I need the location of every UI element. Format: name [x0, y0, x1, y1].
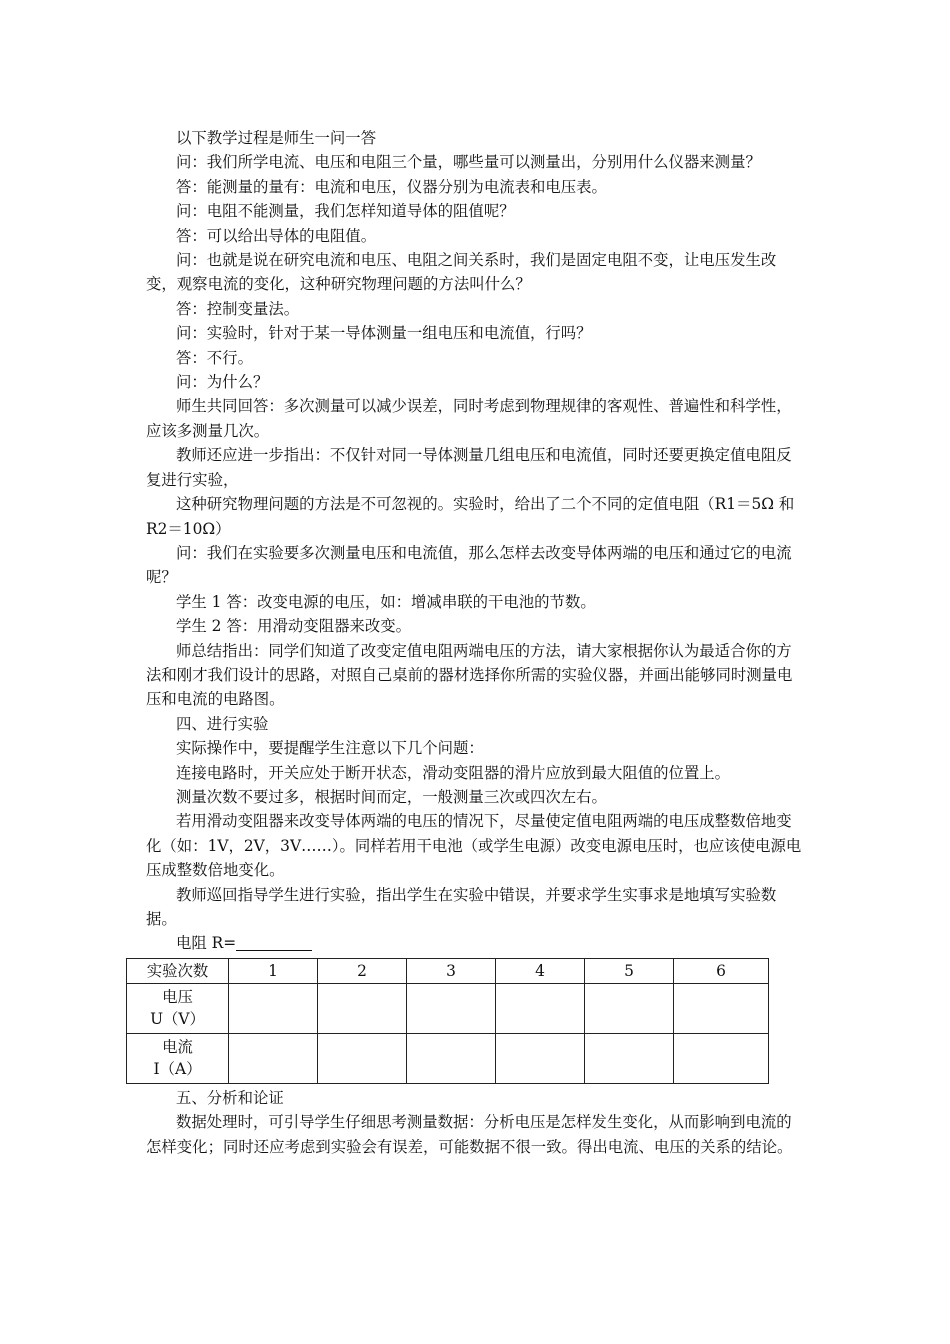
- resistance-blank: [236, 934, 312, 951]
- table-cell[interactable]: [407, 983, 496, 1033]
- paragraph: 问：也就是说在研究电流和电压、电阻之间关系时，我们是固定电阻不变，让电压发生改变，观察电流的变化，这种研究物理问题的方法叫什么？: [146, 251, 777, 294]
- paragraph: 问：我们所学电流、电压和电阻三个量，哪些量可以测量出，分别用什么仪器来测量？: [176, 153, 761, 172]
- paragraph: 这种研究物理问题的方法是不可忽视的。实验时，给出了二个不同的定值电阻（R1＝5Ω 和 R2＝10Ω）: [146, 495, 795, 538]
- row-label-unit: I（A）: [153, 1060, 202, 1079]
- paragraph: 问：电阻不能测量，我们怎样知道导体的阻值呢？: [176, 202, 515, 221]
- paragraph: 问：为什么？: [176, 373, 269, 392]
- paragraph: 教师巡回指导学生进行实验，指出学生在实验中错误，并要求学生实事求是地填写实验数据。: [146, 885, 777, 928]
- paragraph: 答：可以给出导体的电阻值。: [176, 226, 377, 245]
- table-row-label: [127, 1033, 229, 1083]
- resistance-label: 电阻 R=: [176, 934, 237, 953]
- paragraph: 答：不行。: [176, 348, 253, 367]
- paragraph: 答：能测量的量有：电流和电压，仪器分别为电流表和电压表。: [176, 177, 607, 196]
- table-cell[interactable]: [496, 1033, 585, 1083]
- document-body: [146, 126, 806, 1159]
- table-row: [127, 1033, 769, 1083]
- paragraph: 答：控制变量法。: [176, 299, 300, 318]
- paragraph: 师生共同回答：多次测量可以减少误差，同时考虑到物理规律的客观性、普遍性和科学性，应该多测量几次。: [146, 397, 792, 440]
- paragraph: 问：我们在实验要多次测量电压和电流值，那么怎样去改变导体两端的电压和通过它的电流呢？: [146, 543, 792, 587]
- table-cell[interactable]: [229, 1033, 318, 1083]
- table-header-cell: 实验次数: [127, 958, 229, 983]
- table-row: [127, 983, 769, 1033]
- table-header-cell: 5: [585, 958, 674, 983]
- table-cell[interactable]: [318, 1033, 407, 1083]
- table-header-cell: 4: [496, 958, 585, 983]
- row-label-name: 电流: [162, 1038, 193, 1057]
- experiment-data-table: [126, 958, 769, 1084]
- resistance-line: [146, 931, 806, 955]
- paragraph: 师总结指出：同学们知道了改变定值电阻两端电压的方法，请大家根据你认为最适合你的方法和刚才我们设计的思路，对照自己桌前的器材选择你所需的实验仪器，并画出能够同时测量电压和电流的电路图。: [146, 641, 793, 709]
- paragraph: 实际操作中，要提醒学生注意以下几个问题：: [176, 739, 484, 758]
- table-cell[interactable]: [674, 1033, 769, 1083]
- table-header-cell: 6: [674, 958, 769, 983]
- paragraph: 连接电路时，开关应处于断开状态，滑动变阻器的滑片应放到最大阻值的位置上。: [176, 763, 731, 782]
- row-label-name: 电压: [162, 988, 193, 1007]
- paragraph: 教师还应进一步指出：不仅针对同一导体测量几组电压和电流值，同时还要更换定值电阻反复进行实验，: [146, 446, 792, 489]
- table-cell[interactable]: [318, 983, 407, 1033]
- table-header-row: [127, 958, 769, 983]
- table-row-label: [127, 983, 229, 1033]
- section-heading: 五、分析和论证: [176, 1088, 284, 1107]
- table-cell[interactable]: [407, 1033, 496, 1083]
- row-label-unit: U（V）: [150, 1010, 205, 1029]
- table-cell[interactable]: [229, 983, 318, 1033]
- table-header-cell: 3: [407, 958, 496, 983]
- paragraph: 学生 2 答：用滑动变阻器来改变。: [176, 617, 412, 636]
- paragraph: 若用滑动变阻器来改变导体两端的电压的情况下，尽量使定值电阻两端的电压成整数倍地变化（如：1V，2V，3V……）。同样若用干电池（或学生电源）改变电源电压时，也应该使电源电压成整数倍地变化。: [146, 812, 802, 880]
- paragraph: 学生 1 答：改变电源的电压，如：增减串联的干电池的节数。: [176, 592, 596, 611]
- table-cell[interactable]: [585, 1033, 674, 1083]
- paragraph: 数据处理时，可引导学生仔细思考测量数据：分析电压是怎样发生变化，从而影响到电流的怎样变化；同时还应考虑到实验会有误差，可能数据不很一致。得出电流、电压的关系的结论。: [146, 1113, 793, 1156]
- table-header-cell: 1: [229, 958, 318, 983]
- paragraph: 测量次数不要过多，根据时间而定，一般测量三次或四次左右。: [176, 787, 607, 806]
- table-cell[interactable]: [585, 983, 674, 1033]
- paragraph: 以下教学过程是师生一问一答: [176, 129, 377, 147]
- paragraph: 问：实验时，针对于某一导体测量一组电压和电流值，行吗？: [176, 324, 592, 343]
- section-heading: 四、进行实验: [176, 714, 269, 733]
- table-cell[interactable]: [496, 983, 585, 1033]
- table-cell[interactable]: [674, 983, 769, 1033]
- table-header-cell: 2: [318, 958, 407, 983]
